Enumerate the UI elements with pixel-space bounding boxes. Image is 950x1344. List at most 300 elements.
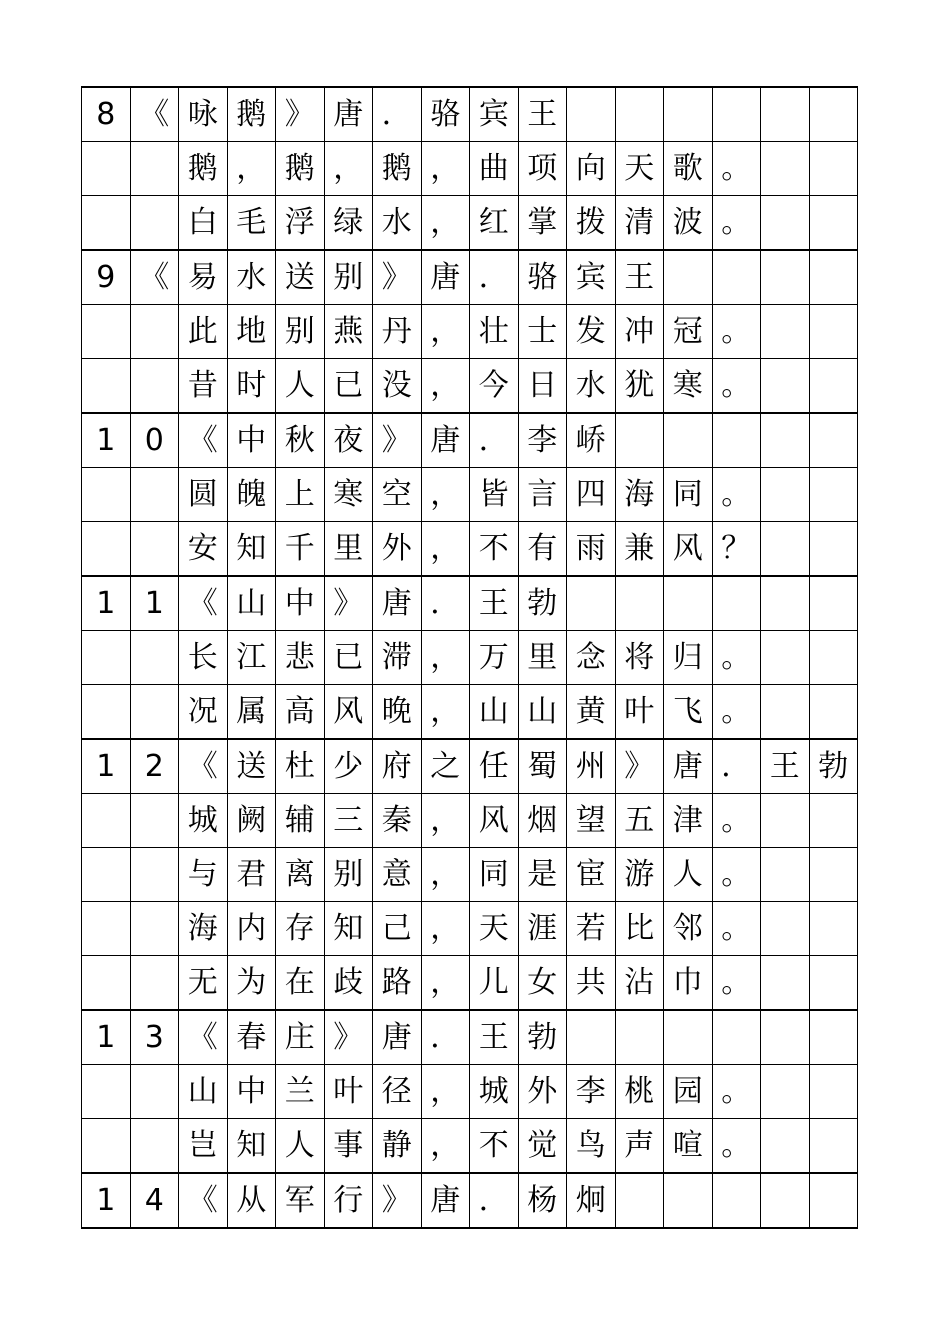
grid-cell <box>82 305 131 359</box>
grid-cell: 之 <box>421 739 470 794</box>
grid-row <box>82 848 858 902</box>
grid-cell: 江 <box>227 631 276 685</box>
grid-cell: 发 <box>567 305 616 359</box>
grid-cell: 》 <box>373 413 422 468</box>
grid-cell <box>761 522 810 577</box>
grid-cell: 女 <box>518 956 567 1011</box>
grid-cell: 里 <box>518 631 567 685</box>
grid-cell: 空 <box>373 468 422 522</box>
grid-cell: 》 <box>324 1010 373 1065</box>
grid-cell: 雨 <box>567 522 616 577</box>
grid-cell: 。 <box>712 196 761 251</box>
grid-cell: 《 <box>179 576 228 631</box>
grid-cell: ． <box>712 739 761 794</box>
grid-cell: 风 <box>324 685 373 740</box>
grid-cell: 》 <box>276 87 325 142</box>
grid-row <box>82 956 858 1011</box>
grid-cell <box>664 250 713 305</box>
grid-cell: 五 <box>615 794 664 848</box>
grid-cell <box>761 631 810 685</box>
grid-cell: 炯 <box>567 1173 616 1228</box>
grid-cell: 知 <box>227 522 276 577</box>
grid-cell: 拨 <box>567 196 616 251</box>
grid-cell: 水 <box>373 196 422 251</box>
grid-cell: 王 <box>470 576 519 631</box>
grid-cell: 今 <box>470 359 519 414</box>
grid-cell: 同 <box>664 468 713 522</box>
grid-cell <box>761 1010 810 1065</box>
grid-cell <box>761 142 810 196</box>
grid-cell: 岂 <box>179 1119 228 1174</box>
grid-cell: ， <box>421 685 470 740</box>
grid-cell: 蜀 <box>518 739 567 794</box>
grid-cell: 昔 <box>179 359 228 414</box>
grid-cell: 皆 <box>470 468 519 522</box>
grid-cell: ， <box>421 522 470 577</box>
grid-cell: 悲 <box>276 631 325 685</box>
grid-cell: 红 <box>470 196 519 251</box>
grid-cell <box>761 250 810 305</box>
grid-cell <box>761 576 810 631</box>
grid-cell: 存 <box>276 902 325 956</box>
grid-cell <box>130 305 179 359</box>
grid-row <box>82 576 858 631</box>
grid-cell <box>761 196 810 251</box>
grid-cell <box>761 305 810 359</box>
grid-cell: 少 <box>324 739 373 794</box>
grid-cell <box>82 848 131 902</box>
grid-cell: 共 <box>567 956 616 1011</box>
grid-cell: 歌 <box>664 142 713 196</box>
grid-cell <box>664 576 713 631</box>
grid-cell: ， <box>421 468 470 522</box>
grid-row <box>82 413 858 468</box>
grid-row <box>82 1065 858 1119</box>
grid-cell <box>809 468 858 522</box>
grid-cell <box>761 359 810 414</box>
grid-cell: 阙 <box>227 794 276 848</box>
grid-cell: 《 <box>130 250 179 305</box>
grid-cell <box>82 685 131 740</box>
grid-cell: 秋 <box>276 413 325 468</box>
grid-cell <box>82 794 131 848</box>
grid-cell <box>82 196 131 251</box>
grid-cell <box>615 413 664 468</box>
grid-cell <box>567 576 616 631</box>
grid-cell: 此 <box>179 305 228 359</box>
grid-cell <box>615 87 664 142</box>
grid-cell: 唐 <box>421 250 470 305</box>
grid-cell: 日 <box>518 359 567 414</box>
grid-cell: 辅 <box>276 794 325 848</box>
grid-cell: 王 <box>470 1010 519 1065</box>
grid-cell: ． <box>470 250 519 305</box>
grid-cell: 喧 <box>664 1119 713 1174</box>
grid-cell <box>809 1010 858 1065</box>
grid-cell: 唐 <box>421 1173 470 1228</box>
grid-cell <box>82 468 131 522</box>
grid-cell: 与 <box>179 848 228 902</box>
grid-cell <box>761 1173 810 1228</box>
grid-cell: 山 <box>518 685 567 740</box>
grid-cell: 中 <box>227 413 276 468</box>
grid-cell <box>130 1119 179 1174</box>
grid-cell: 风 <box>470 794 519 848</box>
grid-cell: 言 <box>518 468 567 522</box>
grid-cell: 秦 <box>373 794 422 848</box>
grid-cell: 路 <box>373 956 422 1011</box>
grid-cell: ， <box>227 142 276 196</box>
grid-cell: 长 <box>179 631 228 685</box>
grid-cell: 已 <box>324 631 373 685</box>
grid-cell: 波 <box>664 196 713 251</box>
grid-cell: 水 <box>567 359 616 414</box>
grid-cell <box>761 794 810 848</box>
grid-cell <box>809 1119 858 1174</box>
grid-cell: 2 <box>130 739 179 794</box>
grid-cell: 唐 <box>373 576 422 631</box>
grid-cell: 没 <box>373 359 422 414</box>
grid-cell: 冠 <box>664 305 713 359</box>
grid-cell: 宾 <box>567 250 616 305</box>
grid-cell: 园 <box>664 1065 713 1119</box>
grid-cell: 《 <box>179 1173 228 1228</box>
grid-cell: 0 <box>130 413 179 468</box>
grid-cell: ， <box>421 305 470 359</box>
grid-cell: 在 <box>276 956 325 1011</box>
grid-cell <box>130 848 179 902</box>
grid-cell: 。 <box>712 142 761 196</box>
grid-cell <box>130 522 179 577</box>
grid-row <box>82 305 858 359</box>
grid-cell: 天 <box>615 142 664 196</box>
grid-cell: 寒 <box>324 468 373 522</box>
grid-cell: 浮 <box>276 196 325 251</box>
grid-cell: 士 <box>518 305 567 359</box>
grid-cell: 叶 <box>324 1065 373 1119</box>
grid-row <box>82 522 858 577</box>
grid-cell: 已 <box>324 359 373 414</box>
grid-cell: 滞 <box>373 631 422 685</box>
grid-cell <box>712 250 761 305</box>
grid-cell: 送 <box>276 250 325 305</box>
grid-cell: 项 <box>518 142 567 196</box>
grid-cell <box>761 848 810 902</box>
grid-cell: 送 <box>227 739 276 794</box>
grid-cell <box>615 576 664 631</box>
grid-cell <box>664 413 713 468</box>
grid-cell: 行 <box>324 1173 373 1228</box>
grid-cell: 知 <box>324 902 373 956</box>
grid-cell: 》 <box>373 1173 422 1228</box>
grid-cell <box>664 87 713 142</box>
grid-cell <box>761 87 810 142</box>
grid-cell <box>761 1065 810 1119</box>
grid-cell: 邻 <box>664 902 713 956</box>
grid-cell: ， <box>421 794 470 848</box>
grid-cell: ， <box>421 1065 470 1119</box>
grid-row <box>82 196 858 251</box>
grid-cell: 飞 <box>664 685 713 740</box>
grid-cell: 骆 <box>518 250 567 305</box>
grid-cell: ， <box>421 956 470 1011</box>
grid-cell: 鸟 <box>567 1119 616 1174</box>
grid-cell: 声 <box>615 1119 664 1174</box>
grid-cell: 上 <box>276 468 325 522</box>
grid-cell: 巾 <box>664 956 713 1011</box>
grid-cell <box>809 848 858 902</box>
grid-cell: 《 <box>179 739 228 794</box>
grid-cell <box>130 1065 179 1119</box>
grid-cell: 晚 <box>373 685 422 740</box>
grid-cell: 为 <box>227 956 276 1011</box>
grid-cell: 《 <box>179 1010 228 1065</box>
grid-cell: 况 <box>179 685 228 740</box>
grid-cell <box>712 1173 761 1228</box>
grid-cell: 李 <box>567 1065 616 1119</box>
grid-cell <box>761 1119 810 1174</box>
grid-cell: 清 <box>615 196 664 251</box>
grid-cell <box>712 413 761 468</box>
grid-cell: 望 <box>567 794 616 848</box>
grid-cell <box>664 1173 713 1228</box>
grid-cell: 夜 <box>324 413 373 468</box>
grid-cell: 王 <box>761 739 810 794</box>
grid-cell <box>761 468 810 522</box>
grid-cell: 向 <box>567 142 616 196</box>
grid-cell: 庄 <box>276 1010 325 1065</box>
grid-row <box>82 468 858 522</box>
grid-cell: 《 <box>179 413 228 468</box>
grid-cell <box>130 142 179 196</box>
grid-cell: 风 <box>664 522 713 577</box>
grid-cell: 》 <box>615 739 664 794</box>
grid-cell: 绿 <box>324 196 373 251</box>
grid-cell: 若 <box>567 902 616 956</box>
grid-cell: 魄 <box>227 468 276 522</box>
grid-row <box>82 685 858 740</box>
grid-row <box>82 87 858 142</box>
grid-cell <box>567 87 616 142</box>
grid-cell: 属 <box>227 685 276 740</box>
grid-cell: 1 <box>130 576 179 631</box>
grid-cell: 事 <box>324 1119 373 1174</box>
grid-cell <box>809 956 858 1011</box>
grid-cell: 。 <box>712 902 761 956</box>
grid-cell: 不 <box>470 522 519 577</box>
grid-cell: 别 <box>324 250 373 305</box>
grid-cell: 府 <box>373 739 422 794</box>
grid-cell: 圆 <box>179 468 228 522</box>
grid-cell <box>130 902 179 956</box>
grid-cell: 。 <box>712 1119 761 1174</box>
grid-cell <box>82 1065 131 1119</box>
grid-cell: ． <box>470 1173 519 1228</box>
grid-cell: 1 <box>82 1010 131 1065</box>
grid-cell: 外 <box>373 522 422 577</box>
grid-cell: 沾 <box>615 956 664 1011</box>
grid-cell: 有 <box>518 522 567 577</box>
grid-cell: ？ <box>712 522 761 577</box>
grid-cell <box>809 576 858 631</box>
grid-cell: 城 <box>470 1065 519 1119</box>
grid-cell <box>761 685 810 740</box>
grid-cell: 不 <box>470 1119 519 1174</box>
grid-cell: 意 <box>373 848 422 902</box>
grid-cell: 离 <box>276 848 325 902</box>
grid-cell: 津 <box>664 794 713 848</box>
grid-cell: 骆 <box>421 87 470 142</box>
grid-cell: 地 <box>227 305 276 359</box>
grid-cell: 唐 <box>373 1010 422 1065</box>
grid-cell: 桃 <box>615 1065 664 1119</box>
grid-row <box>82 250 858 305</box>
grid-cell: 三 <box>324 794 373 848</box>
grid-cell: 。 <box>712 1065 761 1119</box>
grid-cell: 勃 <box>518 1010 567 1065</box>
grid-cell: 白 <box>179 196 228 251</box>
grid-cell <box>567 1010 616 1065</box>
grid-cell: 勃 <box>518 576 567 631</box>
grid-row <box>82 1010 858 1065</box>
grid-cell: 。 <box>712 956 761 1011</box>
grid-cell: 8 <box>82 87 131 142</box>
grid-cell: 己 <box>373 902 422 956</box>
grid-cell: 儿 <box>470 956 519 1011</box>
grid-cell: 游 <box>615 848 664 902</box>
grid-cell: 丹 <box>373 305 422 359</box>
grid-cell: 宦 <box>567 848 616 902</box>
grid-cell <box>809 196 858 251</box>
grid-cell <box>809 685 858 740</box>
grid-cell: ， <box>421 848 470 902</box>
grid-cell <box>809 631 858 685</box>
grid-cell: 王 <box>518 87 567 142</box>
grid-cell: 径 <box>373 1065 422 1119</box>
grid-cell <box>664 1010 713 1065</box>
grid-cell: 安 <box>179 522 228 577</box>
grid-cell: ． <box>421 1010 470 1065</box>
grid-cell: 。 <box>712 685 761 740</box>
grid-cell: 是 <box>518 848 567 902</box>
grid-cell: 唐 <box>421 413 470 468</box>
grid-row <box>82 1173 858 1228</box>
grid-cell: 内 <box>227 902 276 956</box>
grid-row <box>82 631 858 685</box>
grid-cell: 静 <box>373 1119 422 1174</box>
grid-cell <box>82 1119 131 1174</box>
grid-cell: 州 <box>567 739 616 794</box>
grid-cell <box>761 413 810 468</box>
grid-cell <box>130 631 179 685</box>
grid-cell: 海 <box>179 902 228 956</box>
grid-cell: 里 <box>324 522 373 577</box>
grid-cell: 1 <box>82 1173 131 1228</box>
grid-cell: 壮 <box>470 305 519 359</box>
grid-cell <box>82 359 131 414</box>
grid-cell: 人 <box>664 848 713 902</box>
grid-cell: 。 <box>712 468 761 522</box>
grid-cell <box>809 1065 858 1119</box>
grid-cell: 掌 <box>518 196 567 251</box>
poem-grid <box>81 86 858 1229</box>
grid-cell: 毛 <box>227 196 276 251</box>
grid-cell <box>809 305 858 359</box>
grid-cell: 咏 <box>179 87 228 142</box>
grid-cell: 水 <box>227 250 276 305</box>
grid-cell: 山 <box>227 576 276 631</box>
grid-cell: 比 <box>615 902 664 956</box>
grid-cell: ， <box>421 1119 470 1174</box>
grid-cell: 从 <box>227 1173 276 1228</box>
grid-cell: ， <box>324 142 373 196</box>
grid-cell: 鹅 <box>373 142 422 196</box>
grid-cell: 时 <box>227 359 276 414</box>
grid-cell: 将 <box>615 631 664 685</box>
grid-cell: 军 <box>276 1173 325 1228</box>
grid-cell: 宾 <box>470 87 519 142</box>
grid-cell: 城 <box>179 794 228 848</box>
grid-cell: 寒 <box>664 359 713 414</box>
grid-cell: 同 <box>470 848 519 902</box>
grid-cell: 。 <box>712 794 761 848</box>
grid-cell: 万 <box>470 631 519 685</box>
grid-cell <box>130 359 179 414</box>
grid-cell: 。 <box>712 631 761 685</box>
grid-cell <box>809 1173 858 1228</box>
grid-cell: ． <box>421 576 470 631</box>
grid-cell: 外 <box>518 1065 567 1119</box>
grid-cell: 杨 <box>518 1173 567 1228</box>
grid-cell: ， <box>421 631 470 685</box>
grid-cell: 峤 <box>567 413 616 468</box>
grid-cell <box>761 956 810 1011</box>
grid-cell <box>82 902 131 956</box>
grid-cell: 唐 <box>324 87 373 142</box>
grid-cell <box>615 1173 664 1228</box>
grid-cell: 李 <box>518 413 567 468</box>
grid-cell: 山 <box>179 1065 228 1119</box>
grid-cell: ， <box>421 196 470 251</box>
grid-cell <box>809 142 858 196</box>
grid-cell: 》 <box>373 250 422 305</box>
grid-cell <box>82 631 131 685</box>
grid-cell: 唐 <box>664 739 713 794</box>
grid-row <box>82 902 858 956</box>
grid-cell <box>130 956 179 1011</box>
grid-cell: ． <box>373 87 422 142</box>
grid-cell: 》 <box>324 576 373 631</box>
grid-cell: 中 <box>227 1065 276 1119</box>
grid-cell: 兰 <box>276 1065 325 1119</box>
grid-cell: 涯 <box>518 902 567 956</box>
grid-cell: 知 <box>227 1119 276 1174</box>
grid-cell: 4 <box>130 1173 179 1228</box>
grid-cell: 歧 <box>324 956 373 1011</box>
grid-cell: 鹅 <box>227 87 276 142</box>
grid-cell: 任 <box>470 739 519 794</box>
grid-cell: ， <box>421 359 470 414</box>
grid-cell: 人 <box>276 1119 325 1174</box>
grid-cell: 1 <box>82 576 131 631</box>
grid-cell: ， <box>421 902 470 956</box>
grid-cell <box>809 902 858 956</box>
grid-cell: 冲 <box>615 305 664 359</box>
grid-cell: 君 <box>227 848 276 902</box>
grid-cell: 别 <box>276 305 325 359</box>
grid-row <box>82 739 858 794</box>
grid-cell: 无 <box>179 956 228 1011</box>
